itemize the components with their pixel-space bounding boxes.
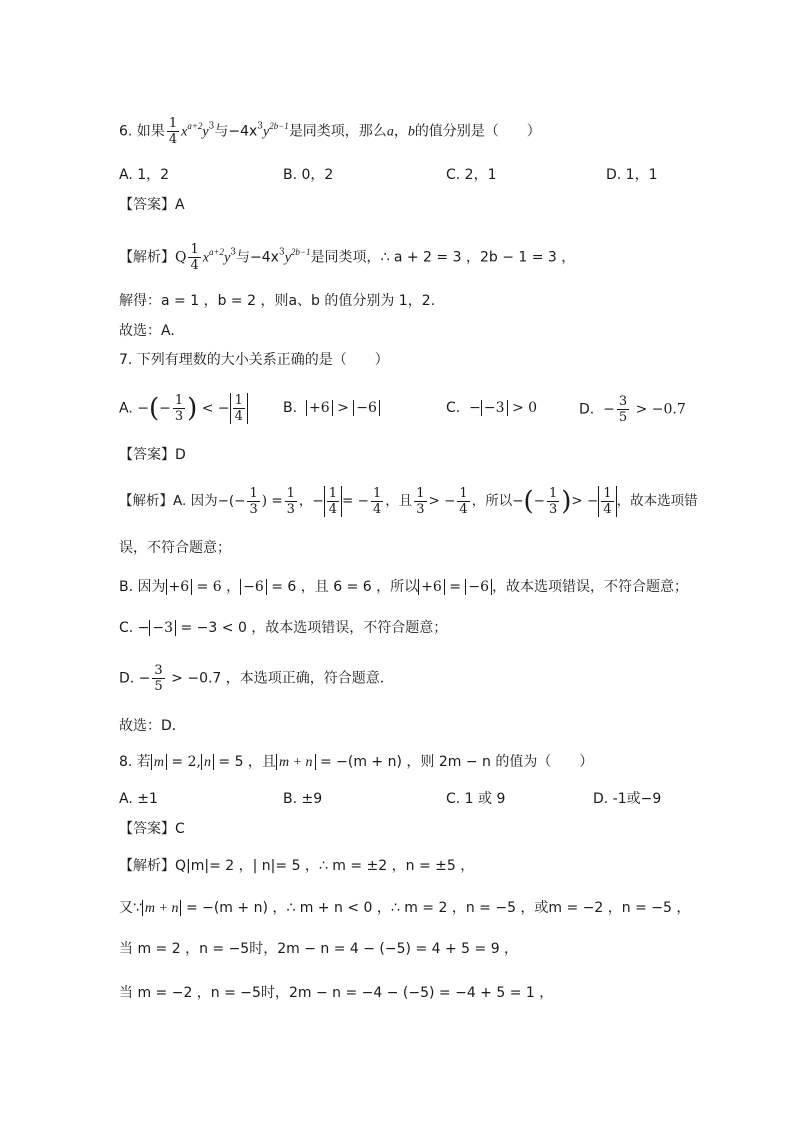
q7-opt-c-minus: − [469,400,481,416]
q7-stem: 7. 下列有理数的大小关系正确的是（ ） [119,352,389,368]
q7-lb-5: +6 [418,579,445,595]
q6-sup3: 3 [257,121,264,132]
q7-ld-frac [152,663,164,694]
q7-analysis-d [119,663,394,694]
q7-la-frac6-den: 4 [459,502,468,517]
q8-option-d: D. -1或−9 [593,791,662,807]
q7-option-b [283,398,380,418]
q7-ld-2: > −0.7 ，本选项正确，符合题意． [171,670,394,687]
q7-la-frac7 [547,486,559,517]
q7-lc-3: = −3 < 0 ，故本选项错误，不符合题意； [180,620,448,636]
q7-opt-a-abs [230,393,248,424]
q7-la-6: > − [428,493,456,509]
q7-la-frac4 [371,486,383,517]
q8-stem-3: = 5 ，且 [218,754,276,770]
q7-la-frac2-num: 1 [286,486,295,501]
q6-connector: 与−4x [214,123,258,140]
q8-analysis-1 [119,856,474,876]
q6-analysis-label: 【解析】 [119,249,175,266]
q7-la-frac6 [457,486,469,517]
q8-an-2a: 又∵ [119,900,142,916]
q7-opt-d-minus: − [603,401,615,418]
q7-lb-6: = [449,579,461,595]
q7-opt-a-lparen: ( [148,393,160,424]
q7-la-9: ，故本选项错 [616,493,698,509]
q6-analysis-y1: y [224,250,231,266]
q6-y2: y [263,124,270,140]
q6-comma: ， [393,123,408,140]
q6-option-b: B. 0，2 [283,167,334,183]
q7-opt-a-frac-num: 1 [174,393,184,408]
q8-analysis-2 [119,898,690,919]
q7-la-7: ，所以− [471,493,524,509]
q7-la-frac2 [285,486,297,517]
q7-la-frac7-num: 1 [548,486,558,501]
q8-stem [119,752,593,773]
q6-analysis-connector: 与−4x [236,249,279,266]
q6-stem [119,116,541,147]
q7-opt-b-prefix: B. [283,400,298,416]
q6-analysis-sup3: 3 [278,247,285,258]
q7-lb-0: B. 因为 [119,579,166,595]
q7-la-frac5 [414,486,426,517]
q7-opt-d-tail: > −0.7 [635,401,686,418]
q7-lb-3: −6 [240,579,267,595]
q6-analysis-x: x [202,250,209,266]
q6-analysis-mid: 是同类项，∴ a + 2 = 3 ，2b − 1 = 3 ， [310,249,576,266]
q7-la-frac8-num: 1 [603,486,612,501]
q7-la-frac1 [247,486,259,517]
q7-la-frac8 [601,486,613,517]
q7-la-lparen: ( [523,486,534,517]
q6-sup1: a+2 [187,120,203,131]
q7-option-d [579,394,686,425]
q7-analysis-c [119,618,447,638]
q6-analysis-frac-den: 4 [190,258,199,273]
q8-option-a: A. ±1 [119,791,158,807]
q6-option-d: D. 1，1 [606,167,658,183]
q6-y1: y [202,124,209,140]
q7-la-frac3 [327,486,339,517]
q8-an-1: Q|m|= 2 ，| n|= 5 ，∴ m = ±2 ，n = ±5 ， [175,858,475,874]
q7-option-c [446,398,537,418]
q6-answer: 【答案】A [119,197,185,213]
q7-la-frac5-num: 1 [416,486,425,501]
q7-opt-a-frac2 [233,393,245,424]
q7-opt-c-tail: > 0 [511,400,538,416]
q6-analysis-q: Q [175,249,187,266]
q7-la-frac6-num: 1 [459,486,468,501]
q7-lc-1: C. − [119,620,150,636]
q6-sup4: 2b−1 [269,120,289,131]
q7-choose: 故选：D． [119,718,186,734]
q6-fraction [167,116,179,147]
q7-ld-frac-den: 5 [154,679,163,694]
q7-opt-a-lt: < − [201,400,230,417]
q6-analysis-y2: y [284,250,291,266]
q7-opt-b-abs1: +6 [306,400,333,416]
q7-analysis-label: 【解析】 [119,493,173,509]
q7-opt-a-frac [173,393,185,424]
q6-solve-line: 解得：a = 1 ，b = 2 ，则a、b 的值分别为 1，2. [119,293,436,309]
q7-la-5: ，且 [385,493,413,509]
q8-stem-m: m [153,755,164,770]
q6-stem-prefix: 6. 如果 [119,123,165,140]
q7-la-rparen: ) [561,486,572,517]
q7-la-frac8-den: 4 [603,502,612,517]
q7-la-abs1 [324,486,342,517]
q6-option-a: A. 1，2 [119,167,170,183]
q7-opt-a-rparen: ) [187,393,198,424]
q7-opt-a-frac2-den: 4 [234,409,243,424]
q8-option-b: B. ±9 [283,791,323,807]
q7-lb-8: ，故本选项错误，不符合题意； [492,579,689,595]
q8-an-2b: m + n [144,901,179,916]
q6-sup2: 3 [208,121,215,132]
q7-opt-d-frac-den: 5 [618,410,628,425]
q6-choose: 故选：A. [119,323,175,339]
q7-la-3: ，− [298,493,324,509]
q7-opt-c-abs: −3 [481,400,508,416]
q7-opt-d-prefix: D. [579,401,595,418]
q7-la-abs2 [598,486,616,517]
q7-opt-a-minus: − [137,400,149,417]
q8-an-2c: = −(m + n) ，∴ m + n < 0 ，∴ m = 2 ，n = −5 ，或m = −2 ，n = −5 ， [185,900,691,916]
q6-var-b: b [407,124,415,140]
q7-analysis-a: 【解析】A. 因为−(− $\frac{1}{3}$ ) = $\frac{1}{3}$ ，− $\frac{1}{4}$ = − $\frac{1}{4}$ ，且 $\frac{1}{3}$ > − $\frac{1}{4}$ ，所以−(− $\frac{1}{3}$ )> − $\frac{1}{4}$ ，故本选项错 [119,486,698,517]
q6-analysis-sup4: 2b−1 [290,246,311,257]
q7-opt-d-frac-num: 3 [618,394,628,409]
q7-opt-d-frac [617,394,629,425]
q8-stem-n: n [203,755,211,770]
q7-la-2: ) = [261,493,283,509]
q7-opt-c-prefix: C. [446,400,461,416]
q7-la-4: = − [342,493,369,509]
q6-analysis-sup1: a+2 [208,246,225,257]
q7-ld-1: D. − [119,670,151,687]
q7-la-frac1-num: 1 [249,486,258,501]
q8-analysis-label: 【解析】 [119,858,175,874]
q7-lc-2: −3 [149,620,176,636]
q7-lb-4: = 6 ，且 6 = 6 ，所以 [271,579,419,595]
q6-var-a: a [386,124,394,140]
q8-stem-2: = 2, [171,754,201,770]
q7-lb-1: +6 [166,579,193,595]
q7-la-frac5-den: 3 [416,502,425,517]
q7-analysis-b [119,577,688,597]
q7-la-frac3-den: 4 [328,502,338,517]
q6-analysis [119,242,575,273]
q7-la-frac4-den: 4 [372,502,382,517]
q6-frac-num: 1 [168,116,178,131]
q6-suffix: 是同类项，那么 [288,123,387,140]
q8-stem-1: 8. 若 [119,754,151,770]
q7-opt-a-prefix: A. [119,400,133,417]
q6-stem-end: 的值分别是（ ） [414,123,541,140]
q6-analysis-frac-num: 1 [190,242,199,257]
q7-la-frac4-num: 1 [372,486,382,501]
q7-opt-b-abs2: −6 [353,400,380,416]
q6-frac-den: 4 [168,132,178,147]
q7-opt-a-frac-den: 3 [174,409,184,424]
q8-answer: 【答案】C [119,821,185,837]
q8-stem-mn: m + n [278,755,313,770]
q7-la-1: A. 因为−(− [173,493,246,509]
q7-answer: 【答案】D [119,447,186,463]
q7-opt-a-inner-minus: − [159,400,171,417]
q7-la-8: > − [571,493,599,509]
q8-stem-4: = −(m + n) ，则 2m − n 的值为（ ） [319,754,594,770]
q7-analysis-a-cont: 误，不符合题意； [119,540,231,556]
q8-option-c: C. 1 或 9 [446,791,506,807]
q7-lb-7: −6 [465,579,492,595]
q7-lb-2: = 6 ， [196,579,241,595]
q8-analysis-3: 当 m = 2 ，n = −5时，2m − n = 4 − (−5) = 4 + 5 = 9 ， [119,941,519,957]
q7-option-a [119,393,248,424]
q6-analysis-fraction [188,242,200,273]
q7-la-frac2-den: 3 [286,502,295,517]
q7-la-frac7-den: 3 [548,502,558,517]
q6-option-c: C. 2，1 [446,167,497,183]
q7-la-frac3-num: 1 [328,486,338,501]
q6-analysis-sup2: 3 [230,247,237,258]
q7-la-frac1-den: 3 [249,502,258,517]
q7-opt-a-frac2-num: 1 [234,393,243,408]
q8-analysis-4: 当 m = −2 ，n = −5时，2m − n = −4 − (−5) = −4 + 5 = 1 ， [119,985,554,1001]
q7-ld-frac-num: 3 [154,663,163,678]
q6-x: x [181,124,188,140]
q7-opt-b-gt: > [337,400,349,416]
